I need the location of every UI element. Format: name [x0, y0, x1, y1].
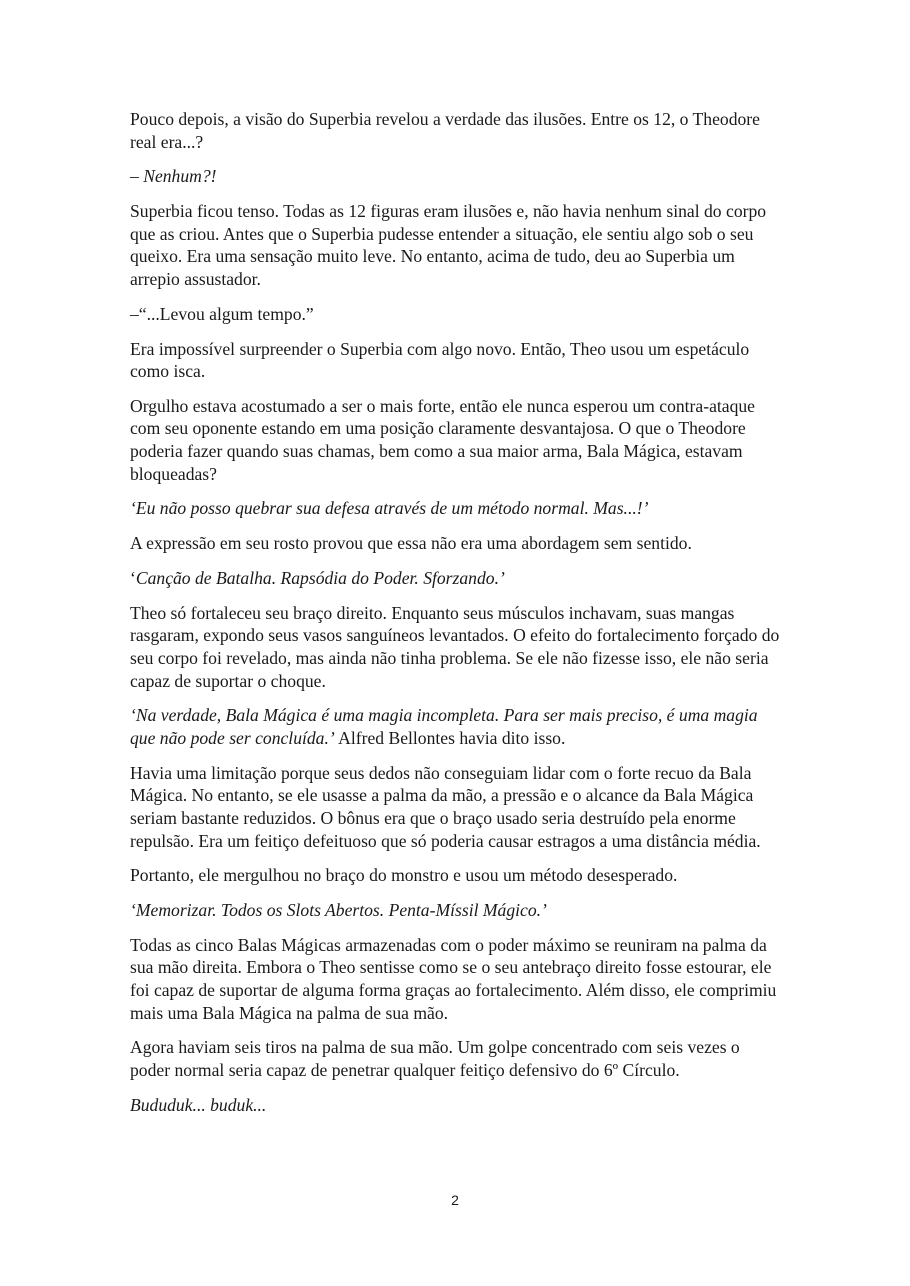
- italic-text: ‘Eu não posso quebrar sua defesa através de um método normal. Mas...!’: [130, 498, 649, 519]
- paragraph-text: Theo só fortaleceu seu braço direito. Enquanto seus músculos inchavam, suas mangas rasgaram, expondo seus vasos sanguíneos levantados. O efeito do fortalecimento forçado do seu corpo foi revelado, mas ainda não tinha problema. Se ele não fizesse isso, ele não seria capaz de suportar o choque.: [130, 602, 780, 691]
- paragraph: [130, 864, 780, 887]
- paragraph: [130, 899, 780, 922]
- paragraph-text: ‘: [130, 568, 136, 588]
- paragraph-text: Superbia ficou tenso. Todas as 12 figuras eram ilusões e, não havia nenhum sinal do corpo que as criou. Antes que o Superbia pudesse entender a situação, ele sentiu algo sob o seu queixo. Era uma sensação muito leve. No entanto, acima de tudo, deu ao Superbia um arrepio assustador.: [130, 201, 767, 289]
- paragraph: [130, 165, 780, 188]
- paragraph: [130, 395, 780, 485]
- paragraph: [130, 1094, 780, 1117]
- paragraph: [130, 1036, 780, 1081]
- paragraph-text: Agora haviam seis tiros na palma de sua mão. Um golpe concentrado com seis vezes o poder normal seria capaz de penetrar qualquer feitiço defensivo do 6º Círculo.: [130, 1037, 740, 1080]
- paragraph: [130, 497, 780, 520]
- paragraph-text: Havia uma limitação porque seus dedos não conseguiam lidar com o forte recuo da Bala Mágica. No entanto, se ele usasse a palma da mão, a pressão e o alcance da Bala Mágica seriam bastante reduzidos. O bônus era que o braço usado seria destruído pela enorme repulsão. Era um feitiço defeituoso que só poderia causar estragos a uma distância média.: [130, 762, 761, 851]
- paragraph-text: A expressão em seu rosto provou que essa não era uma abordagem sem sentido.: [130, 533, 692, 554]
- italic-text: Canção de Batalha. Rapsódia do Poder. Sforzando.’: [135, 568, 505, 588]
- paragraph: [130, 200, 780, 290]
- paragraph-text: –: [130, 166, 144, 187]
- paragraph: [130, 303, 780, 326]
- paragraph: [130, 108, 780, 153]
- paragraph-text: Era impossível surpreender o Superbia com algo novo. Então, Theo usou um espetáculo como isca.: [130, 338, 750, 382]
- document-body: [130, 108, 780, 1129]
- paragraph-text: Portanto, ele mergulhou no braço do monstro e usou um método desesperado.: [130, 865, 678, 886]
- paragraph-text: –“...Levou algum tempo.”: [130, 303, 314, 324]
- italic-text: ‘Memorizar. Todos os Slots Abertos. Penta-Míssil Mágico.’: [130, 900, 547, 921]
- paragraph-text: Todas as cinco Balas Mágicas armazenadas com o poder máximo se reuniram na palma da sua mão direita. Embora o Theo sentisse como se o seu antebraço direito fosse estourar, ele foi capaz de suportar de alguma forma graças ao fortalecimento. Além disso, ele comprimiu mais uma Bala Mágica na palma de sua mão.: [130, 934, 777, 1023]
- paragraph: [130, 532, 780, 555]
- paragraph-text: Alfred Bellontes havia dito isso.: [334, 727, 566, 748]
- paragraph-text: Pouco depois, a visão do Superbia revelou a verdade das ilusões. Entre os 12, o Theodore real era...?: [130, 109, 760, 152]
- italic-text: Bududuk... buduk...: [130, 1094, 267, 1115]
- paragraph: [130, 762, 780, 852]
- paragraph-text: Orgulho estava acostumado a ser o mais forte, então ele nunca esperou um contra-ataque com seu oponente estando em uma posição claramente desvantajosa. O que o Theodore poderia fazer quando suas chamas, bem como a sua maior arma, Bala Mágica, estavam bloqueadas?: [130, 395, 755, 484]
- italic-text: Nenhum?!: [143, 166, 217, 187]
- paragraph: [130, 602, 780, 692]
- paragraph: [130, 567, 780, 590]
- paragraph: [130, 934, 780, 1024]
- paragraph: [130, 338, 780, 383]
- italic-text: ‘Na verdade, Bala Mágica é uma magia incompleta. Para ser mais preciso, é uma magia que não pode ser concluída.’: [130, 705, 758, 748]
- paragraph: [130, 704, 780, 749]
- page-number: 2: [451, 1192, 459, 1208]
